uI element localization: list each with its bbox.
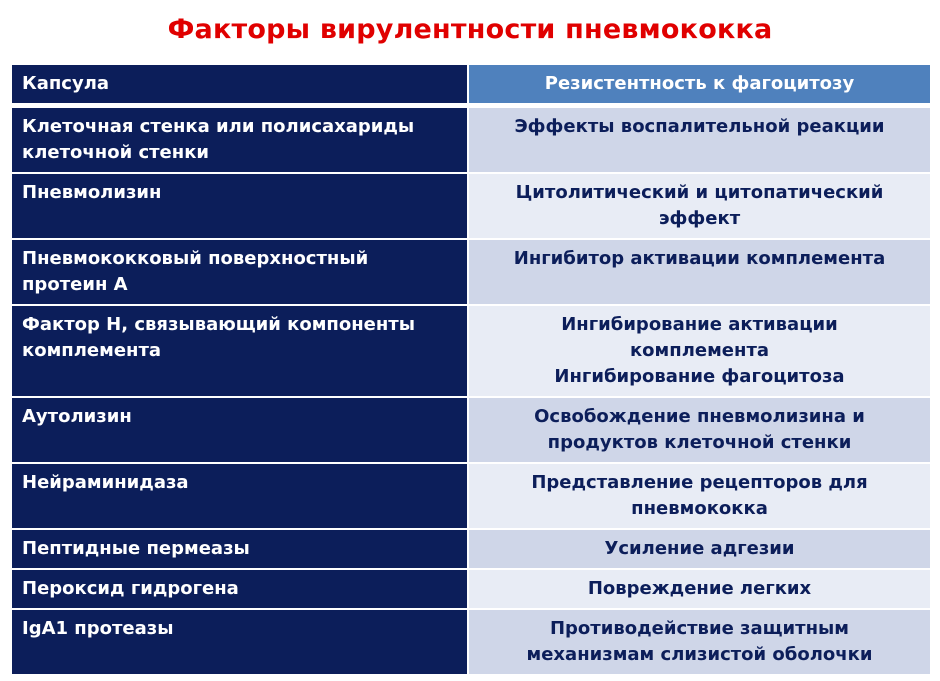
header-factor-cell: Капсула: [12, 65, 469, 103]
effect-text: продуктов клеточной стенки: [547, 432, 852, 453]
factor-text: комплемента: [22, 340, 162, 361]
factor-text: IgA1 протеазы: [22, 618, 174, 639]
factor-cell: [12, 174, 469, 238]
factor-text: Пневмолизин: [22, 182, 162, 203]
effect-cell: [469, 610, 930, 674]
effect-text: Ингибитор активации комплемента: [513, 248, 886, 269]
effect-text: Освобождение пневмолизина и: [534, 406, 865, 427]
factor-cell: [12, 108, 469, 172]
table-row: [12, 530, 930, 570]
factor-text: Аутолизин: [22, 406, 132, 427]
effect-cell: [469, 174, 930, 238]
factor-text: клеточной стенки: [22, 142, 210, 163]
effect-text: комплемента: [629, 340, 770, 361]
table-row: [12, 240, 930, 306]
factor-cell: [12, 398, 469, 462]
effect-cell: [469, 570, 930, 608]
table-row: [12, 610, 930, 676]
effect-text: эффект: [658, 208, 741, 229]
factor-text: Фактор Н, связывающий компоненты: [22, 314, 416, 335]
factor-text: Пептидные пермеазы: [22, 538, 250, 559]
factor-cell: [12, 464, 469, 528]
factor-text: Клеточная стенка или полисахариды: [22, 116, 415, 137]
factor-text: Нейраминидаза: [22, 472, 189, 493]
effect-text: Ингибирование активации: [561, 314, 838, 335]
effect-text: Эффекты воспалительной реакции: [514, 116, 885, 137]
table-row: [12, 174, 930, 240]
effect-cell: [469, 530, 930, 568]
factor-cell: [12, 240, 469, 304]
slide-title: Факторы вирулентности пневмококка: [167, 14, 773, 45]
table-row: [12, 306, 930, 398]
effect-cell: [469, 306, 930, 396]
effect-text: Противодействие защитным: [549, 618, 850, 639]
header-effect-cell: Резистентность к фагоцитозу: [469, 65, 930, 103]
effect-cell: [469, 108, 930, 172]
factor-text: Пневмококковый поверхностный: [22, 248, 369, 269]
factor-cell: [12, 306, 469, 396]
effect-text: пневмококка: [631, 498, 768, 519]
effect-text: Ингибирование фагоцитоза: [554, 366, 845, 387]
effect-text: Представление рецепторов для: [531, 472, 868, 493]
effect-cell: [469, 240, 930, 304]
effect-text: Повреждение легких: [587, 578, 812, 599]
table-row: [12, 108, 930, 174]
factor-cell: [12, 530, 469, 568]
table-row: [12, 464, 930, 530]
factor-cell: [12, 610, 469, 674]
factor-cell: [12, 570, 469, 608]
effect-cell: [469, 464, 930, 528]
factor-text: Пероксид гидрогена: [22, 578, 239, 599]
factor-text: протеин А: [22, 274, 128, 295]
effect-text: Усиление адгезии: [604, 538, 795, 559]
table-row: [12, 570, 930, 610]
virulence-factors-table: [12, 65, 930, 676]
effect-text: механизмам слизистой оболочки: [526, 644, 873, 665]
effect-cell: [469, 398, 930, 462]
table-row: [12, 398, 930, 464]
table-header-row: [12, 65, 930, 108]
effect-text: Цитолитический и цитопатический: [515, 182, 884, 203]
